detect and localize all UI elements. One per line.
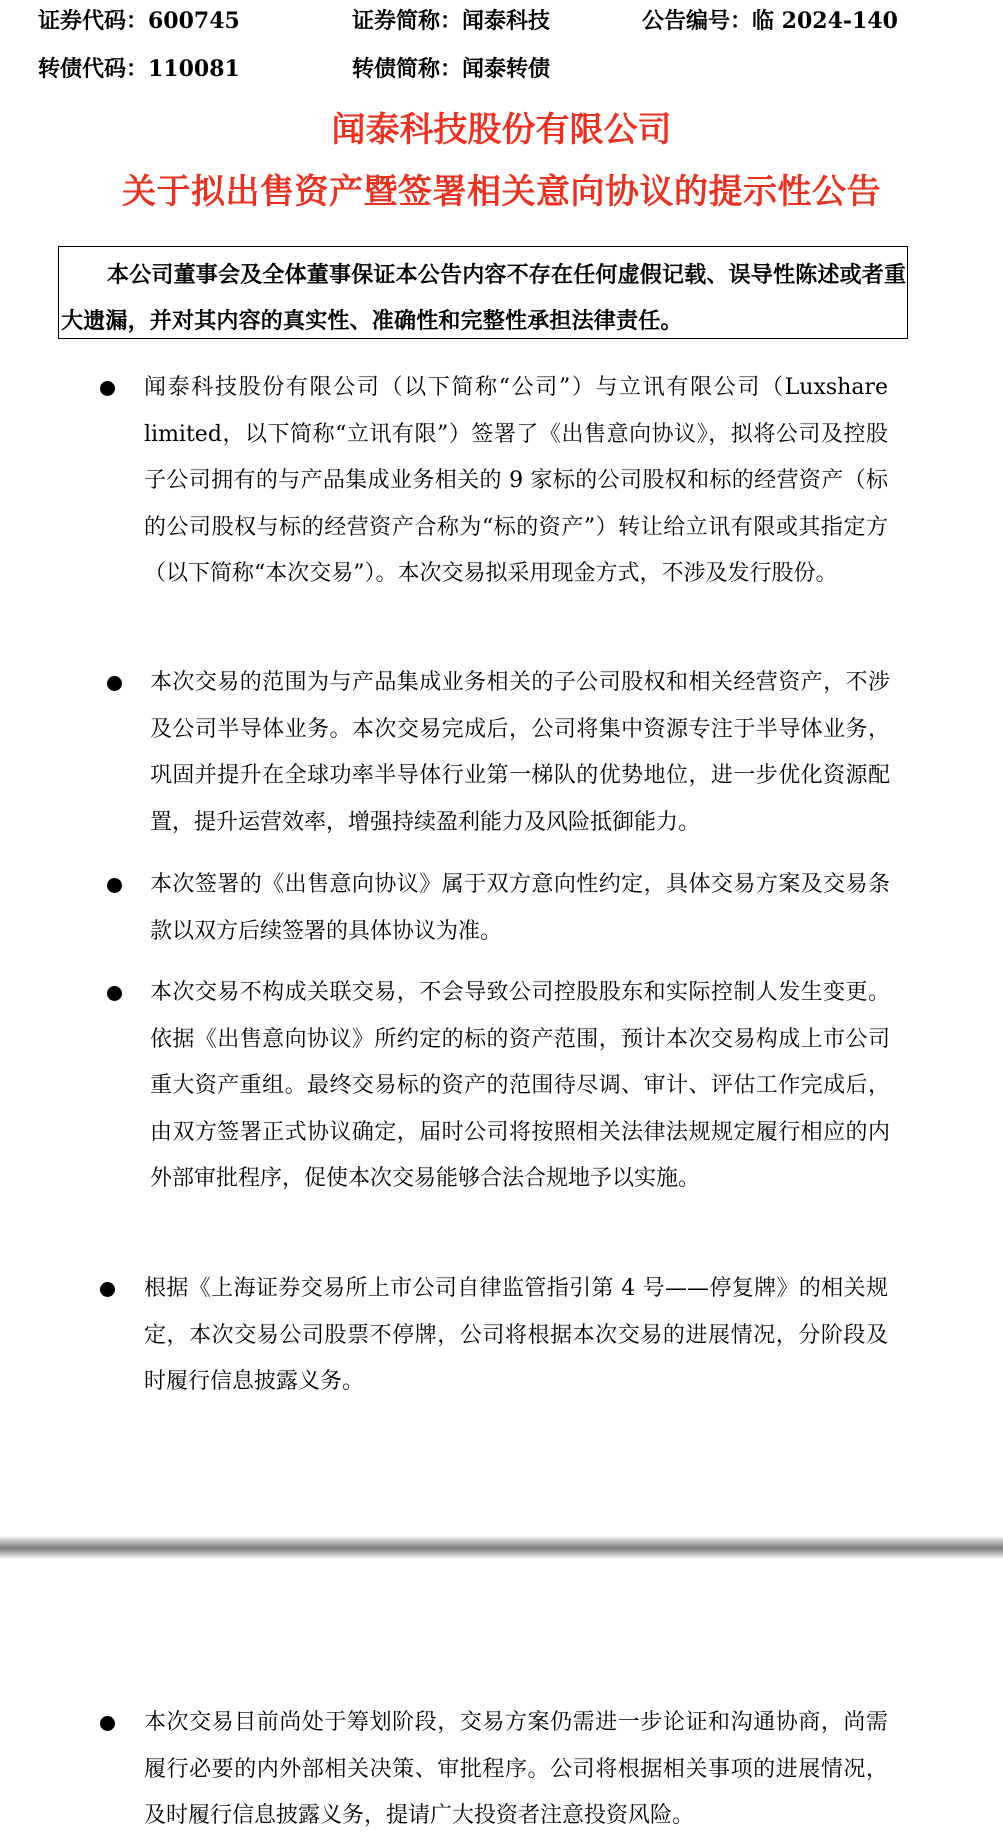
document-page-2 — [0, 1559, 1003, 1834]
bond-code: 转债代码：110081 — [38, 56, 240, 82]
bullet-item-5: 根据《上海证券交易所上市公司自律监管指引第 4 号——停复牌》的相关规定，本次交易公司股票不停牌，公司将根据本次交易的进展情况，分阶段及时履行信息披露义务。 — [144, 1276, 888, 1394]
bullet-icon — [100, 1282, 115, 1297]
company-title: 闻泰科技股份有限公司 — [331, 110, 672, 150]
board-statement: 本公司董事会及全体董事保证本公告内容不存在任何虚假记载、误导性陈述或者重大遗漏，并对其内容的真实性、准确性和完整性承担法律责任。 — [61, 262, 907, 334]
announcement-title: 关于拟出售资产暨签署相关意向协议的提示性公告 — [122, 172, 881, 212]
bullet-item-3: 本次签署的《出售意向协议》属于双方意向性约定，具体交易方案及交易条款以双方后续签署的具体协议为准。 — [150, 872, 890, 944]
bullet-item-1: 闻泰科技股份有限公司（以下简称“公司”）与立讯有限公司（Luxshare limited，以下简称“立讯有限”）签署了《出售意向协议》，拟将公司及控股子公司拥有的与产品集成业务相关的 9 家标的公司股权和标的经营资产（标的公司股权与标的经营资产合称为“标的资产”）转让给立讯有限或其指定方（以下简称“本次交易”）。本次交易拟采用现金方式，不涉及发行股份。 — [144, 375, 888, 586]
bullet-item-6: 本次交易目前尚处于筹划阶段，交易方案仍需进一步论证和沟通协商，尚需履行必要的内外部相关决策、审批程序。公司将根据相关事项的进展情况，及时履行信息披露义务，提请广大投资者注意投资风险。 — [144, 1710, 888, 1828]
stock-code: 证券代码：600745 — [38, 8, 240, 34]
bullet-item-4: 本次交易不构成关联交易，不会导致公司控股股东和实际控制人发生变更。依据《出售意向协议》所约定的标的资产范围，预计本次交易构成上市公司重大资产重组。最终交易标的资产的范围待尽调、审计、评估工作完成后，由双方签署正式协议确定，届时公司将按照相关法律法规规定履行相应的内外部审批程序，促使本次交易能够合法合规地予以实施。 — [150, 980, 890, 1191]
bond-name: 转债简称：闻泰转债 — [352, 56, 551, 82]
bullet-icon — [100, 1716, 115, 1731]
bullet-icon — [100, 381, 115, 396]
board-statement-box — [58, 246, 908, 339]
bullet-item-2: 本次交易的范围为与产品集成业务相关的子公司股权和相关经营资产，不涉及公司半导体业务。本次交易完成后，公司将集中资源专注于半导体业务，巩固并提升在全球功率半导体行业第一梯队的优势地位，进一步优化资源配置，提升运营效率，增强持续盈利能力及风险抵御能力。 — [150, 670, 890, 835]
bullet-icon — [107, 676, 122, 691]
stock-name: 证券简称：闻泰科技 — [352, 8, 551, 34]
bullet-icon — [107, 986, 122, 1001]
bullet-icon — [107, 878, 122, 893]
notice-number: 公告编号：临 2024-140 — [642, 8, 898, 34]
page-separator — [0, 1536, 1003, 1559]
